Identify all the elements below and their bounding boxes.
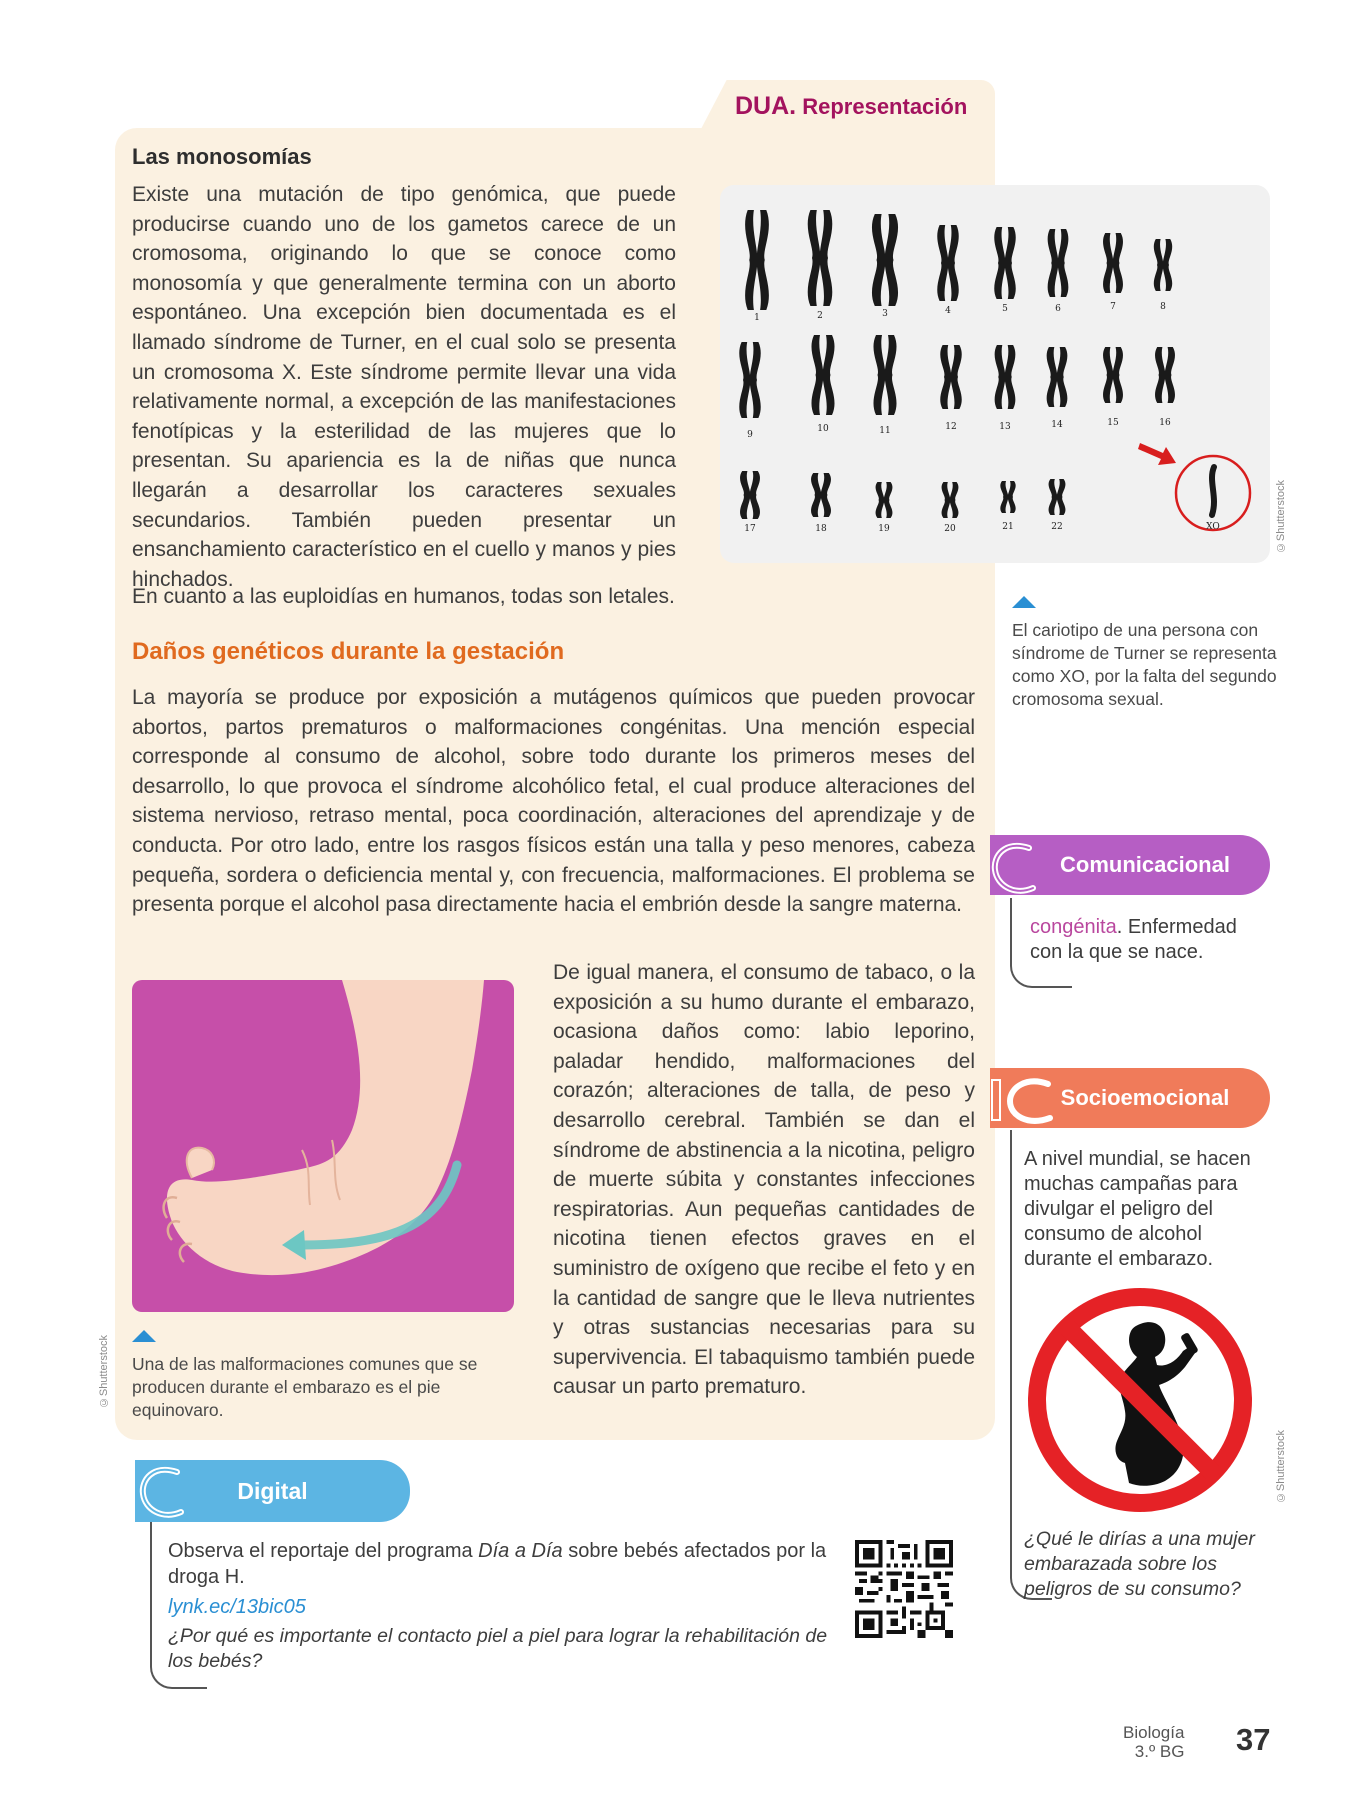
socioemocional-question: ¿Qué le dirías a una mujer embarazada sobre los peligros de su consumo? [1024,1528,1255,1600]
x-chromosome [1212,467,1214,515]
chromosome-pair [1048,229,1069,297]
karyo-label: 16 [1159,418,1171,428]
page-number: 37 [1236,1722,1271,1757]
digital-link[interactable]: lynk.ec/13bic05 [168,1596,306,1618]
chromosome-pair [1049,479,1066,515]
karyotype-credit: ©Shutterstock [1275,480,1287,554]
tabaco-paragraph: De igual manera, el consumo de tabaco, o la exposición a su humo durante el embarazo, ocasiona daños como: labio leporino, paladar hendido, malformaciones del corazón; alteraciones de talla, de peso y desarrollo cerebral. También se dan el síndrome de abstinencia a la nicotina, peligro de muerte súbita y constantes infecciones respiratorias. Aun pequeñas cantidades de nicotina tienen efectos graves en el suministro de oxígeno que recibe el feto y en la cantidad de sangre que le lleva nutrientes y otras sustancias necesarias para su supervivencia. El tabaquismo también puede causar un parto prematuro. [553,961,975,1399]
karyo-label: 20 [944,524,956,534]
chromosome-pair [1000,481,1015,513]
karyo-label: 22 [1051,522,1063,532]
digital-text: Observa el reportaje del programa Día a Día sobre bebés afectados por la droga H. [168,1540,827,1588]
digital-c-icon [133,1462,185,1524]
sign-credit: ©Shutterstock [1275,1430,1287,1504]
karyo-label: 7 [1110,302,1116,312]
chromosome-pair [994,227,1015,299]
karyo-label: 4 [945,306,951,316]
section-heading-danos: Daños genéticos durante la gestación [132,638,565,665]
chromosome-pair [1103,347,1123,403]
foot-illustration [132,980,514,1312]
karyo-label: 18 [815,524,827,534]
monosomias-paragraph: Existe una mutación de tipo genómica, que puede producirse cuando uno de los gametos carece de un cromosoma, originando lo que se conoce como monosomía y que generalmente termina con un aborto espontáneo. Una excepción bien documentada es el llamado síndrome de Turner, en el cual solo se presenta un cromosoma X. Este síndrome permite llevar una vida relativamente normal, a excepción de las manifestaciones fenotípicas y la esterilidad de las mujeres que lo presentan. Su apariencia es la de niñas que nunca llegarán a desarrollar los caracteres sexuales secundarios. También pueden presentar un ensanchamiento característico en el cuello y manos y pies hinchados. [132,183,676,591]
chromosome-pair [1103,233,1123,293]
comunicacional-c-icon [985,838,1037,900]
chromosome-pair [1155,347,1175,403]
dua-label: DUA. Representación [735,92,968,120]
no-alcohol-sign-icon [1025,1285,1255,1515]
socioemocional-ic-icon [988,1072,1058,1130]
karyo-label: 9 [747,430,753,440]
chromosome-pair [937,225,958,301]
chromosome-pair [1154,239,1172,291]
karyo-label: 3 [882,309,888,319]
chromosome-pair [745,210,769,310]
chromosome-pair [942,482,959,518]
karyo-label: 19 [878,524,890,534]
chromosome-pair [940,345,961,409]
karyo-label: 13 [999,422,1011,432]
caption-marker-icon [132,1330,156,1342]
section-heading-monosomias: Las monosomías [132,144,312,169]
caption-marker-icon [1012,596,1036,608]
chromosome-pair [740,471,760,519]
foot-credit: ©Shutterstock [98,1335,110,1409]
digital-title: Digital [237,1477,308,1504]
karyotype-image [720,185,1270,563]
euploidias-paragraph: En cuanto a las euploidías en humanos, todas son letales. [132,585,675,608]
karyo-label: 11 [879,426,891,436]
chromosome-pair [995,345,1016,409]
karyo-label: 15 [1107,418,1119,428]
chromosome-pair [808,210,833,306]
karyo-label: 1 [754,313,760,323]
danos-paragraph: La mayoría se produce por exposición a mutágenos químicos que pueden provocar abortos, partos prematuros o malformaciones congénitas. Una mención especial corresponde al consumo de alcohol, sobre todo durante los primeros meses del desarrollo, lo que provoca el síndrome alcohólico fetal, el cual produce alteraciones del sistema nervioso, retraso mental, poca coordinación, alteraciones del aprendizaje y de conducta. Por otro lado, entre los rasgos físicos están una talla y peso menores, cabeza pequeña, sordera o deficiencia mental y, con frecuencia, malformaciones. El problema se presenta porque el alcohol pasa directamente hacia el embrión desde la sangre materna. [132,686,975,917]
comunicacional-definition: congénita. Enfermedad con la que se nace. [1030,916,1237,963]
chromosome-pair [811,335,834,415]
karyotype-caption: El cariotipo de una persona con síndrome de Turner se representa como XO, por la falta del segundo cromosoma sexual. [1012,620,1277,709]
chromosome-pair [872,214,898,306]
chromosome-pair [739,342,760,418]
karyo-label: 17 [744,524,756,534]
qr-code-icon[interactable] [855,1540,953,1638]
karyo-label: 5 [1002,304,1008,314]
karyotype-figure [720,185,1270,563]
karyo-label: 6 [1055,304,1061,314]
karyo-label: 12 [945,422,957,432]
socioemocional-text: A nivel mundial, se hacen muchas campañas para divulgar el peligro del consumo de alcohol durante el embarazo. [1024,1148,1251,1270]
digital-question: ¿Por qué es importante el contacto piel a piel para lograr la rehabilitación de los bebés? [168,1625,828,1672]
karyo-label-xo: XO [1206,522,1220,532]
karyo-label: 10 [817,424,829,434]
karyo-label: 21 [1002,522,1014,532]
karyo-label: 14 [1051,420,1063,430]
foot-caption: Una de las malformaciones comunes que se producen durante el embarazo es el pie equinovaro. [132,1354,478,1420]
chromosome-pair [811,473,831,517]
chromosome-pair [876,482,893,518]
red-arrow-icon [1138,443,1176,465]
chromosome-pair [1047,347,1068,407]
karyo-label: 2 [817,311,823,321]
clubfoot-image [132,980,514,1312]
socioemocional-title: Socioemocional [1060,1085,1230,1110]
comunicacional-title: Comunicacional [1060,852,1230,877]
footer-subject: Biología 3.º BG [1123,1723,1185,1761]
term-congenita: congénita [1030,916,1117,938]
chromosome-pair [873,335,896,415]
karyo-label: 8 [1160,302,1166,312]
